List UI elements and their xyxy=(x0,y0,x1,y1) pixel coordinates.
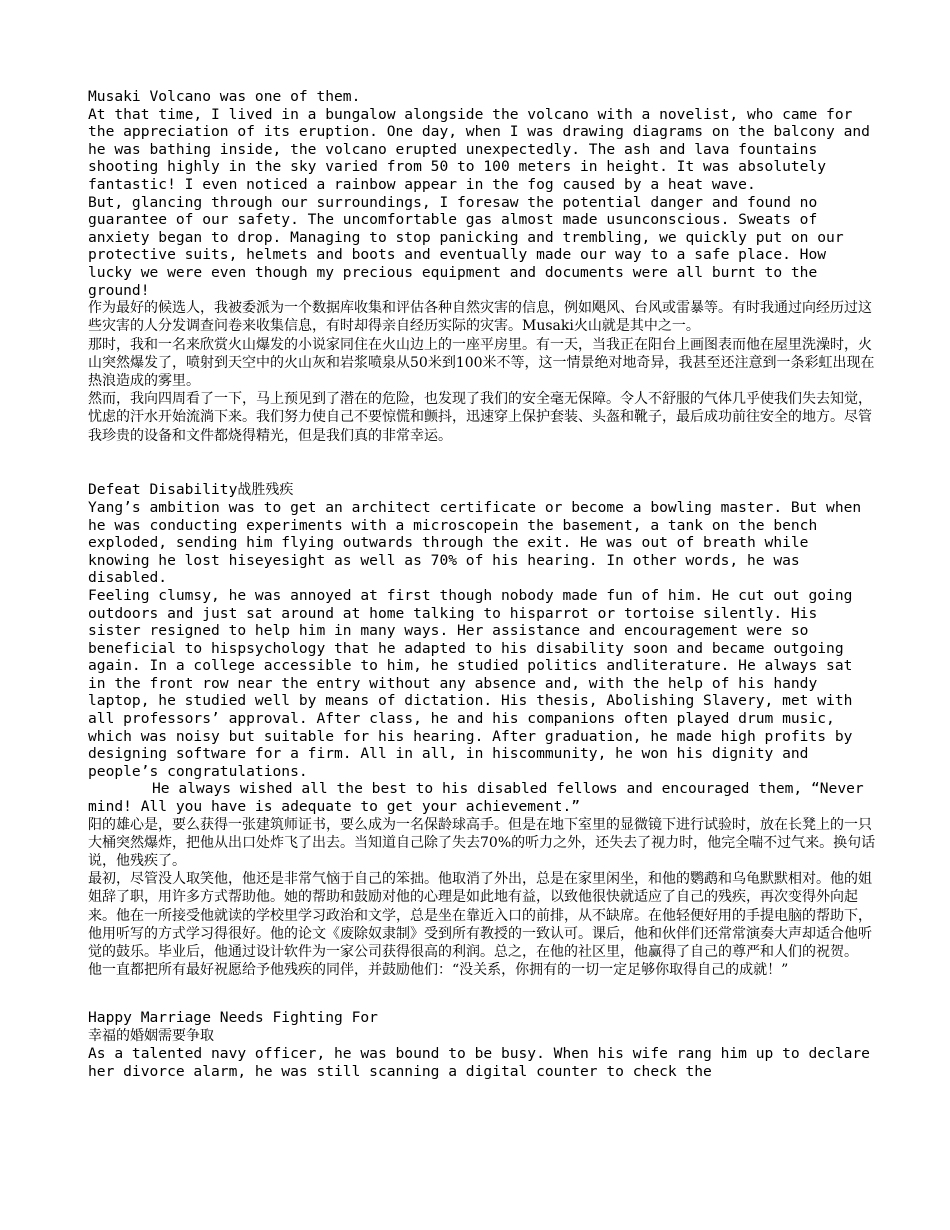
section-spacer xyxy=(88,445,878,481)
s3-title-cn: 幸福的婚姻需要争取 xyxy=(88,1028,214,1045)
s2-paragraph-en: Yang’s ambition was to get an architect certificate or become a bowling master. But when he was conducting experiments with a microscopein the basement, a tank on the bench exploded, sending him flying outwards through the exit. He was out of breath while knowing he lost hiseyesight as well as 70% of his hearing. In other words, he was disabled. xyxy=(88,498,862,587)
s2-title-en: Defeat Disability xyxy=(88,480,238,498)
s1-paragraph-en: Musaki Volcano was one of them. xyxy=(88,88,361,105)
s2-paragraph-en: Feeling clumsy, he was annoyed at first though nobody made fun of him. He cut out going outdoors and just sat around at home talking to hisparrot or tortoise silently. His sister resigned to help him in many ways. Her assistance and encouragement were so beneficial to hispsychology that he adapted to his disability soon and became outgoing again. In a college accessible to him, he studied politics andliterature. He always sat in the front row near the entry without any absence and, with the help of his handy laptop, he studied well by means of dictation. His thesis, Abolishing Slavery, met with all professors’ approval. After class, he and his companions often played drum music, which was noisy but suitable for his hearing. After graduation, he made high profits by designing software for a firm. All in all, in hiscommunity, he won his dignity and people’s congratulations. xyxy=(88,586,853,780)
s3-title-en: Happy Marriage Needs Fighting For xyxy=(88,1009,378,1027)
s1-paragraph-cn: 作为最好的候选人，我被委派为一个数据库收集和评估各种自然灾害的信息，例如飓风、台风或雷暴等。有时我通过向经历过这些灾害的人分发调查问卷来收集信息，有时却得亲自经历实际的灾害。Musaki火山就是其中之一。 xyxy=(88,300,872,335)
s2-paragraph-en: He always wished all the best to his disabled fellows and encouraged them, “Never mind! All you have is adequate to get your achievement.” xyxy=(88,780,864,816)
s2-paragraph-cn: 他一直都把所有最好祝愿给予他残疾的同伴，并鼓励他们：“没关系，你拥有的一切一定足够你取得自己的成就！” xyxy=(88,962,789,979)
s2-heading xyxy=(88,481,878,499)
s2-title-cn: 战胜残疾 xyxy=(237,481,294,498)
section-spacer xyxy=(88,979,878,1009)
s1-paragraph-cn: 然而，我向四周看了一下，马上预见到了潜在的危险，也发现了我们的安全毫无保障。令人不舒服的气体几乎使我们失去知觉，忧虑的汗水开始流淌下来。我们努力使自己不要惊慌和颤抖，迅速穿上保护套装、头盔和靴子，最后成功前往安全的地方。尽管我珍贵的设备和文件都烧得精光，但是我们真的非常幸运。 xyxy=(88,391,872,444)
document-page xyxy=(88,88,878,1080)
s1-paragraph-cn: 那时，我和一名来欣赏火山爆发的小说家同住在火山边上的一座平房里。有一天，当我正在阳台上画图表而他在屋里洗澡时，火山突然爆发了，喷射到天空中的火山灰和岩浆喷泉从50米到100米不等，这一情景绝对地奇异，我甚至还注意到一条彩虹出现在热浪造成的雾里。 xyxy=(88,336,875,389)
s1-paragraph-en: But, glancing through our surroundings, I foresaw the potential danger and found no guarantee of our safety. The uncomfortable gas almost made usunconscious. Sweats of anxiety began to drop. Managing to stop panicking and trembling, we quickly put on our protective suits, helmets and boots and eventually made our way to a safe place. How lucky we were even though my precious equipment and documents were all burnt to the ground! xyxy=(88,193,844,299)
s1-paragraph-en: At that time, I lived in a bungalow alongside the volcano with a novelist, who came for the appreciation of its eruption. One day, when I was drawing diagrams on the balcony and he was bathing inside, the volcano erupted unexpectedly. The ash and lava fountains shooting highly in the sky varied from 50 to 100 meters in height. It was absolutely fantastic! I even noticed a rainbow appear in the fog caused by a heat wave. xyxy=(88,105,870,193)
s3-paragraph-en: As a talented navy officer, he was bound to be busy. When his wife rang him up to declare her divorce alarm, he was still scanning a digital counter to check the xyxy=(88,1045,870,1080)
s2-paragraph-cn: 最初，尽管没人取笑他，他还是非常气恼于自己的笨拙。他取消了外出，总是在家里闲坐，和他的鹦鹉和乌龟默默相对。他的姐姐辞了职，用许多方式帮助他。她的帮助和鼓励对他的心理是如此地有益，以致他很快就适应了自己的残疾，再次变得外向起来。他在一所接受他就读的学校里学习政治和文学，总是坐在靠近入口的前排，从不缺席。在他轻便好用的手提电脑的帮助下，他用听写的方式学习得很好。他的论文《废除奴隶制》受到所有教授的一致认可。课后，他和伙伴们还常常演奏大声却适合他听觉的鼓乐。毕业后，他通过设计软件为一家公司获得很高的利润。总之，在他的社区里，他赢得了自己的尊严和人们的祝贺。 xyxy=(88,871,872,961)
s2-paragraph-cn: 阳的雄心是，要么获得一张建筑师证书，要么成为一名保龄球高手。但是在地下室里的显微镜下进行试验时，放在长凳上的一只大桶突然爆炸，把他从出口处炸飞了出去。当知道自己除了失去70%的听力之外，还失去了视力时，他完全喘不过气来。换句话说，他残疾了。 xyxy=(88,816,876,870)
